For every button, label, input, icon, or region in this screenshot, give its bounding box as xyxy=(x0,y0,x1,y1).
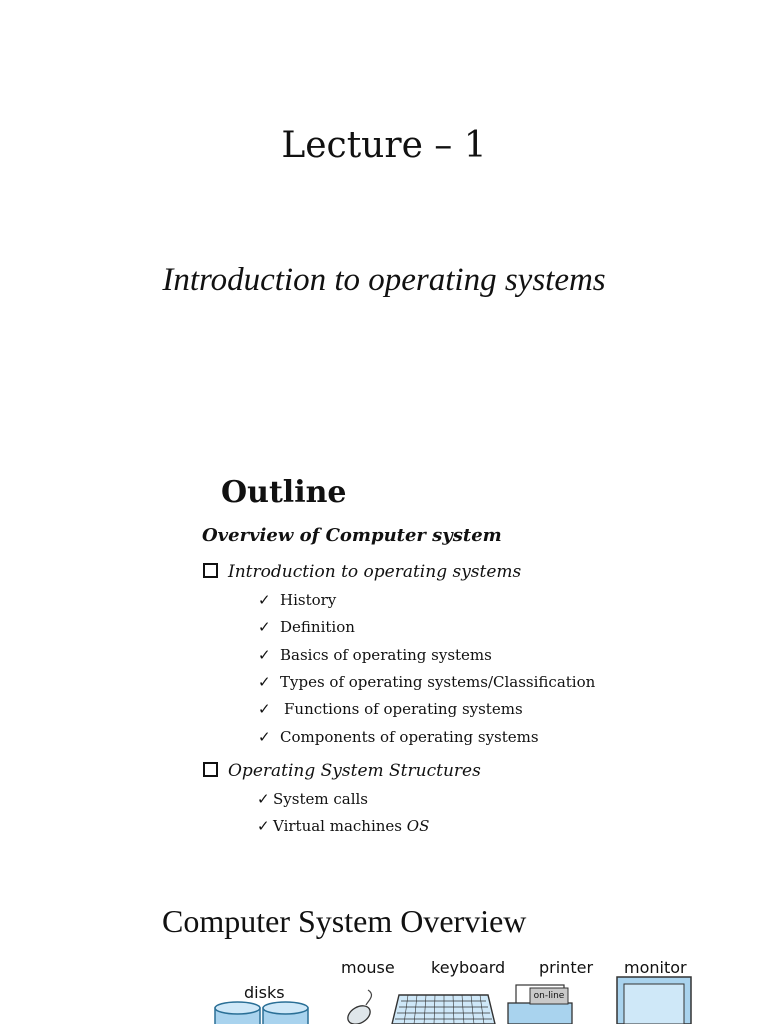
checkmark-icon: ✓ xyxy=(257,790,270,808)
checkmark-icon: ✓ xyxy=(258,591,271,609)
checkmark-icon: ✓ xyxy=(258,700,271,718)
disks-label: disks xyxy=(244,983,285,1002)
list-item xyxy=(258,672,595,692)
disk-icon xyxy=(215,1002,260,1024)
computer-system-overview-heading: Computer System Overview xyxy=(162,903,527,939)
printer-label: printer xyxy=(539,958,594,977)
mouse-label: mouse xyxy=(341,958,395,977)
keyboard-label: keyboard xyxy=(431,958,506,977)
list-item xyxy=(258,727,539,747)
section-intro-os xyxy=(203,560,521,584)
list-item-label: Definition xyxy=(280,618,355,636)
lecture-subtitle: Introduction to operating systems xyxy=(162,262,606,298)
checkbox-square-icon xyxy=(203,762,218,777)
list-item xyxy=(257,789,368,809)
mouse-icon xyxy=(345,990,374,1024)
lecture-title: Lecture – 1 xyxy=(281,125,487,166)
keyboard-icon xyxy=(392,995,495,1024)
disk-icon xyxy=(263,1002,308,1024)
checkmark-icon: ✓ xyxy=(257,817,270,835)
computer-system-diagram xyxy=(0,975,768,1024)
list-item xyxy=(258,617,355,637)
list-item xyxy=(257,816,429,836)
list-item-label: Types of operating systems/Classification xyxy=(280,673,596,691)
checkmark-icon: ✓ xyxy=(258,646,271,664)
checkmark-icon: ✓ xyxy=(258,728,271,746)
list-item-label: Virtual machines xyxy=(273,817,402,835)
checkmark-icon: ✓ xyxy=(258,673,271,691)
monitor-label: monitor xyxy=(624,958,687,977)
section-title: Operating System Structures xyxy=(228,761,481,781)
list-item-label: History xyxy=(280,591,337,609)
list-item xyxy=(258,699,523,719)
list-item-label: System calls xyxy=(273,790,368,808)
list-item-suffix: OS xyxy=(406,817,430,835)
list-item-label: Components of operating systems xyxy=(280,728,539,746)
printer-online-label: on-line xyxy=(533,991,565,1001)
list-item-label: Functions of operating systems xyxy=(284,700,523,718)
monitor-icon xyxy=(617,977,691,1024)
outline-heading: Outline xyxy=(221,475,347,510)
section-os-structures xyxy=(203,759,481,783)
section-title: Introduction to operating systems xyxy=(228,562,522,582)
list-item xyxy=(258,590,336,610)
overview-subheading: Overview of Computer system xyxy=(202,525,502,546)
list-item-label: Basics of operating systems xyxy=(280,646,492,664)
checkbox-square-icon xyxy=(203,563,218,578)
list-item xyxy=(258,645,492,665)
checkmark-icon: ✓ xyxy=(258,618,271,636)
